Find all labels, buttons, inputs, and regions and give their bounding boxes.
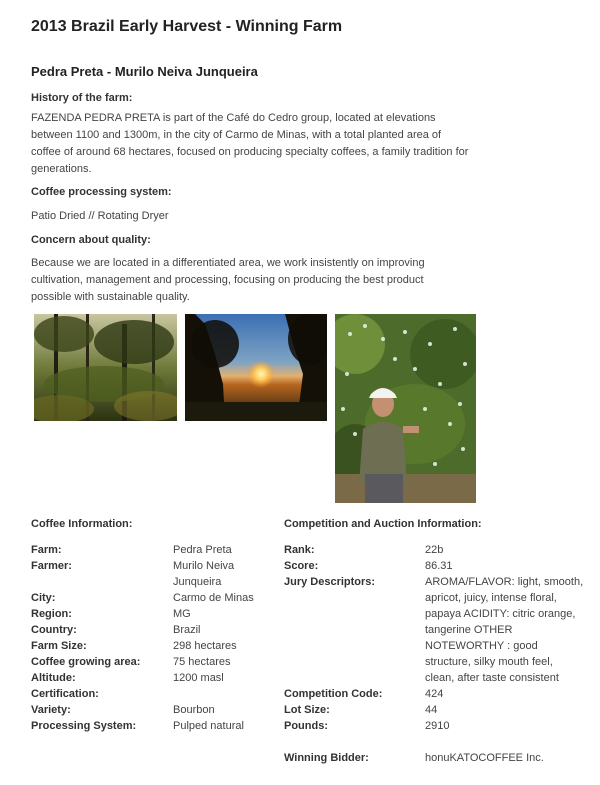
competition-code-key: Competition Code: — [284, 688, 383, 700]
variety-key: Variety: — [31, 704, 71, 716]
coffee-info-title: Coffee Information: — [31, 518, 133, 530]
farmer-photo — [335, 314, 476, 503]
country-key: Country: — [31, 624, 77, 636]
processing-system-value: Pulped natural — [173, 720, 244, 732]
certification-key: Certification: — [31, 688, 99, 700]
growing-area-value: 75 hectares — [173, 656, 231, 668]
history-label: History of the farm: — [31, 92, 133, 104]
sunset-photo — [185, 314, 327, 421]
processing-system-key: Processing System: — [31, 720, 137, 732]
country-value: Brazil — [173, 624, 201, 636]
page-title: 2013 Brazil Early Harvest - Winning Farm — [31, 18, 343, 35]
history-text: FAZENDA PEDRA PRETA is part of the Café do Cedro group, located at elevations between 1100 and 1300m, in the city of Carmo de Minas, with a total planted area of coffee of around 68 hectares, focused on producing specialty coffees, a family tradition for generations. — [31, 112, 469, 175]
processing-label: Coffee processing system: — [31, 186, 172, 198]
lot-size-value: 44 — [425, 704, 438, 716]
region-key: Region: — [31, 608, 72, 620]
rank-value: 22b — [425, 544, 444, 556]
winning-bidder-value: honuKATOCOFFEE Inc. — [425, 752, 544, 764]
quality-text: Because we are located in a differentiated area, we work insistently on improving cultivation, management and processing, focusing on producing the best product possible with sustainable quality. — [31, 257, 425, 303]
farm-size-value: 298 hectares — [173, 640, 237, 652]
processing-text: Patio Dried // Rotating Dryer — [31, 210, 169, 222]
pounds-value: 2910 — [425, 720, 450, 732]
score-value: 86.31 — [425, 560, 453, 572]
jury-descriptors-value: AROMA/FLAVOR: light, smooth, apricot, juicy, intense floral, papaya ACIDITY: citric orange, tangerine OTHER NOTEWORTHY : good structure, silky mouth feel, clean, after taste consistent — [425, 576, 584, 684]
farmer-key: Farmer: — [31, 560, 72, 572]
altitude-key: Altitude: — [31, 672, 76, 684]
forest-photo — [34, 314, 177, 421]
region-value: MG — [173, 608, 191, 620]
farm-heading: Pedra Preta - Murilo Neiva Junqueira — [31, 64, 258, 79]
variety-value: Bourbon — [173, 704, 215, 716]
competition-code-value: 424 — [425, 688, 444, 700]
score-key: Score: — [284, 560, 319, 572]
rank-key: Rank: — [284, 544, 315, 556]
city-value: Carmo de Minas — [173, 592, 254, 604]
growing-area-key: Coffee growing area: — [31, 656, 141, 668]
competition-info-title: Competition and Auction Information: — [284, 518, 482, 530]
farm-key: Farm: — [31, 544, 62, 556]
quality-label: Concern about quality: — [31, 234, 151, 246]
farmer-value: Murilo Neiva Junqueira — [173, 560, 235, 588]
winning-bidder-key: Winning Bidder: — [284, 752, 369, 764]
pounds-key: Pounds: — [284, 720, 328, 732]
city-key: City: — [31, 592, 56, 604]
altitude-value: 1200 masl — [173, 672, 224, 684]
farm-value: Pedra Preta — [173, 544, 232, 556]
jury-descriptors-key: Jury Descriptors: — [284, 576, 376, 588]
farm-size-key: Farm Size: — [31, 640, 87, 652]
lot-size-key: Lot Size: — [284, 704, 330, 716]
